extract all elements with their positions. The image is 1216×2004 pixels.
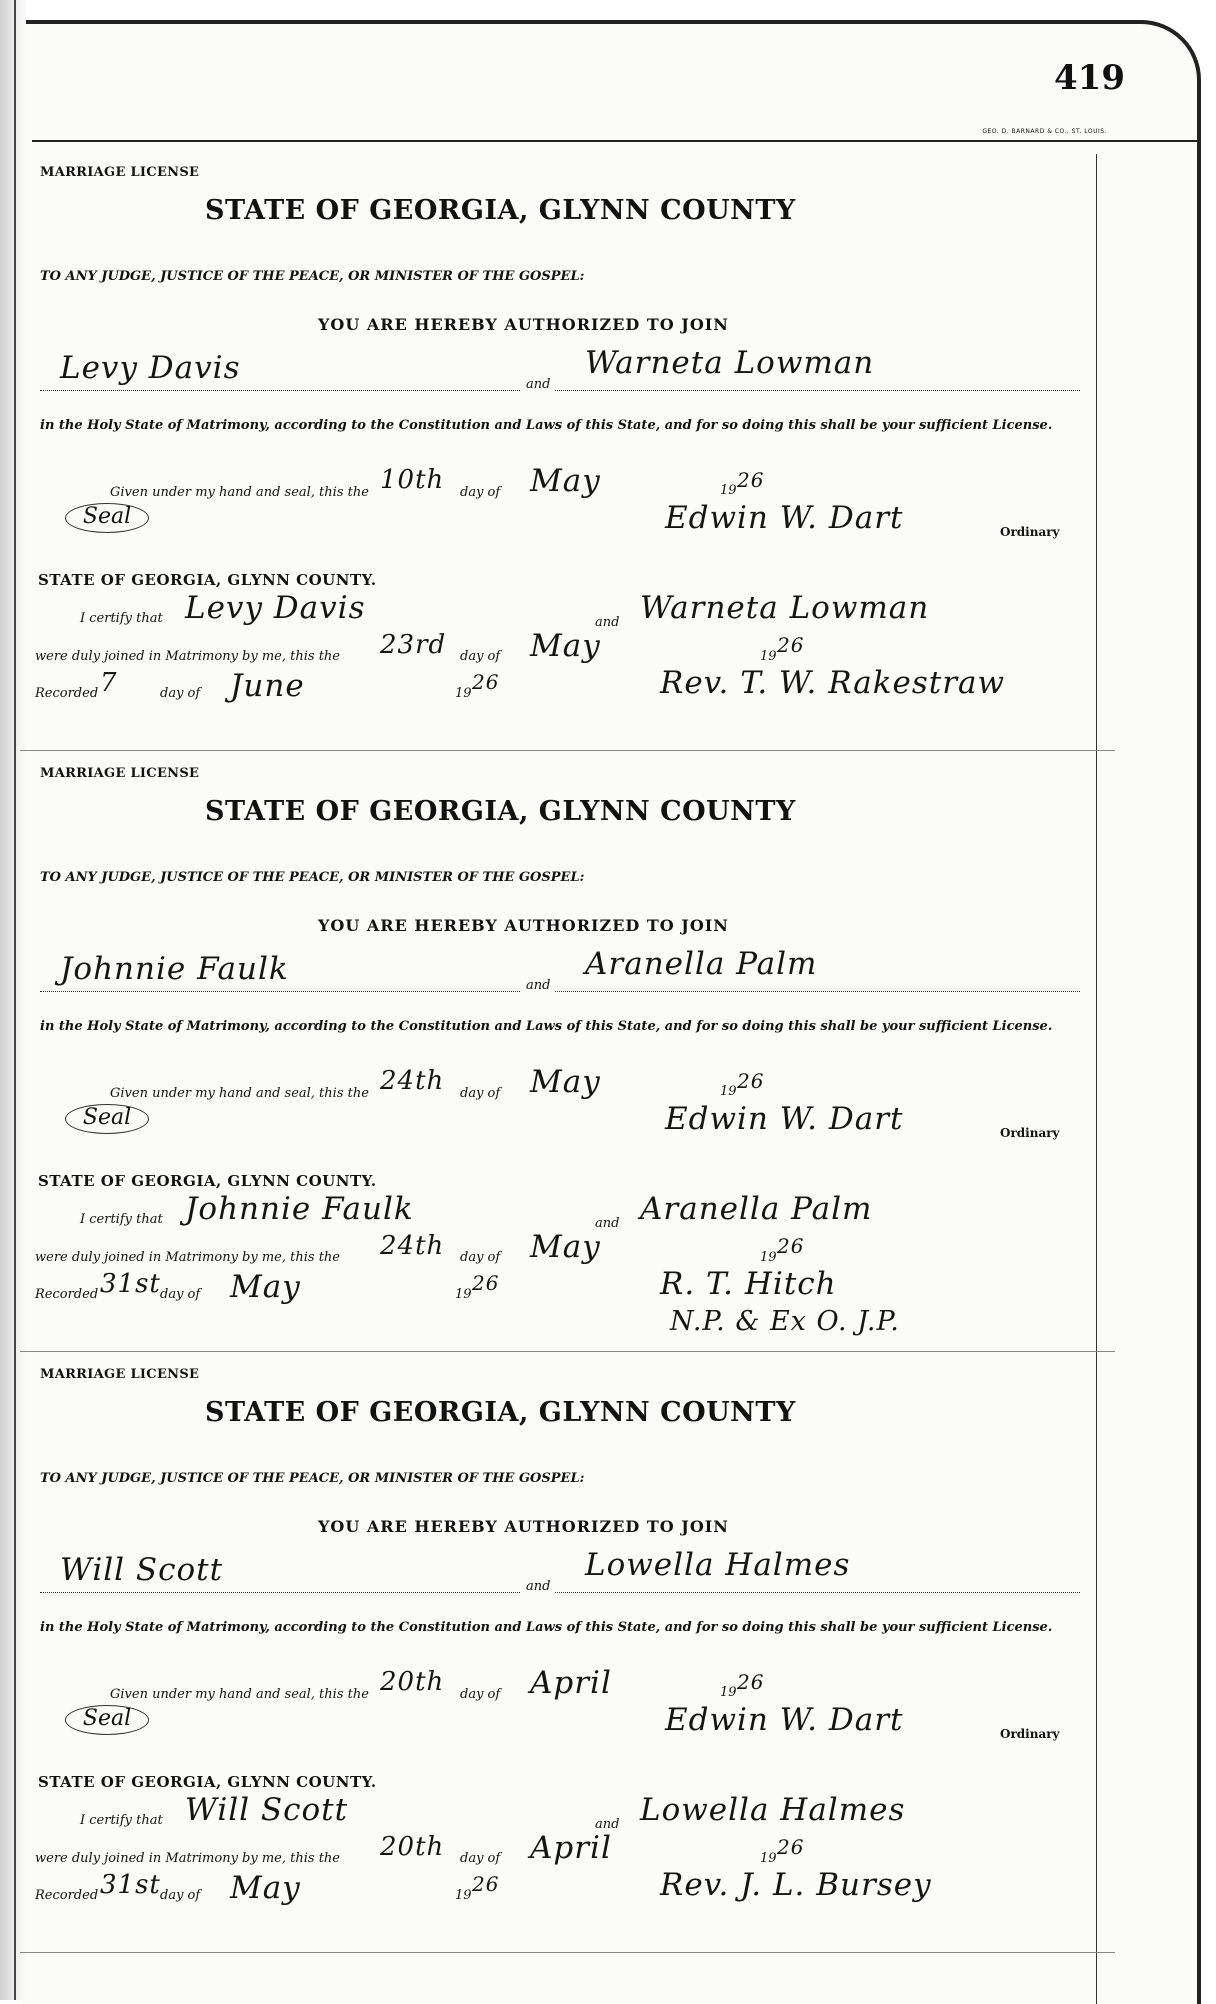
bride-line — [555, 390, 1080, 391]
recorded-day: 7 — [100, 668, 118, 698]
recorded-year: 26 — [472, 1872, 500, 1896]
married-day: 23rd — [380, 630, 447, 660]
marriage-license-3 — [35, 1367, 1090, 1963]
authorized-line: YOU ARE HEREBY AUTHORIZED TO JOIN — [318, 1517, 729, 1536]
day-of-label: day of — [460, 485, 501, 500]
recorded-month: May — [230, 1269, 301, 1305]
married-year-prefix: 19 — [760, 649, 777, 664]
recorded-day: 31st — [100, 1870, 161, 1900]
married-month: April — [530, 1830, 612, 1866]
day-of-label: day of — [460, 1687, 501, 1702]
cert-and-label: and — [595, 1817, 620, 1832]
recorded-day-of-label: day of — [160, 686, 201, 701]
married-day: 24th — [380, 1231, 445, 1261]
license-heading: MARRIAGE LICENSE — [40, 165, 200, 180]
recorded-day-of-label: day of — [160, 1888, 201, 1903]
issue-day: 10th — [380, 465, 445, 495]
seal-mark — [65, 1104, 149, 1134]
year-prefix: 19 — [720, 1685, 737, 1700]
given-under-label: Given under my hand and seal, this the — [110, 485, 369, 500]
cert-groom: Levy Davis — [185, 590, 366, 626]
groom-name: Levy Davis — [60, 350, 241, 386]
recorded-year-prefix: 19 — [455, 1287, 472, 1302]
marriage-license-2 — [35, 766, 1090, 1362]
spine-line — [14, 0, 16, 2000]
issue-month: April — [530, 1665, 612, 1701]
cert-bride: Warneta Lowman — [640, 590, 930, 626]
ordinary-label: Ordinary — [1000, 525, 1060, 539]
cert-groom: Johnnie Faulk — [185, 1191, 414, 1227]
recorded-label: Recorded — [35, 1888, 99, 1903]
and-label: and — [526, 377, 551, 392]
section-rule — [20, 750, 1115, 751]
certify-that-label: I certify that — [80, 611, 163, 626]
married-month: May — [530, 628, 601, 664]
address-line: TO ANY JUDGE, JUSTICE OF THE PEACE, OR MINISTER OF THE GOSPEL: — [40, 269, 585, 284]
recorded-label: Recorded — [35, 1287, 99, 1302]
recorded-month: June — [230, 668, 305, 704]
license-heading: MARRIAGE LICENSE — [40, 766, 200, 781]
married-year-prefix: 19 — [760, 1250, 777, 1265]
officiant-signature: R. T. Hitch — [660, 1266, 837, 1302]
groom-line — [40, 390, 520, 391]
certify-that-label: I certify that — [80, 1212, 163, 1227]
married-year: 26 — [777, 1234, 805, 1258]
matrimony-text: in the Holy State of Matrimony, according to the Constitution and Laws of this State, and for so doing this shall be your sufficient License. — [40, 418, 1053, 433]
ordinary-label: Ordinary — [1000, 1727, 1060, 1741]
cert-bride: Lowella Halmes — [640, 1792, 906, 1828]
seal-mark — [65, 503, 149, 533]
duly-joined-label: were duly joined in Matrimony by me, this the — [35, 1851, 340, 1866]
address-line: TO ANY JUDGE, JUSTICE OF THE PEACE, OR MINISTER OF THE GOSPEL: — [40, 1471, 585, 1486]
cert-and-label: and — [595, 1216, 620, 1231]
page-number: 419 — [1054, 58, 1125, 98]
given-under-label: Given under my hand and seal, this the — [110, 1687, 369, 1702]
seal-mark — [65, 1705, 149, 1735]
duly-joined-label: were duly joined in Matrimony by me, this the — [35, 649, 340, 664]
officiant-signature: Rev. J. L. Bursey — [660, 1867, 932, 1903]
married-year-prefix: 19 — [760, 1851, 777, 1866]
matrimony-text: in the Holy State of Matrimony, according to the Constitution and Laws of this State, and for so doing this shall be your sufficient License. — [40, 1620, 1053, 1635]
top-rule — [32, 140, 1197, 142]
state-title: STATE OF GEORGIA, GLYNN COUNTY — [205, 796, 796, 827]
ordinary-signature: Edwin W. Dart — [665, 1101, 904, 1137]
married-year: 26 — [777, 633, 805, 657]
married-day-of-label: day of — [460, 649, 501, 664]
ordinary-signature: Edwin W. Dart — [665, 500, 904, 536]
married-day-of-label: day of — [460, 1250, 501, 1265]
issue-month: May — [530, 463, 601, 499]
issue-month: May — [530, 1064, 601, 1100]
section-rule — [20, 1351, 1115, 1352]
certify-state: STATE OF GEORGIA, GLYNN COUNTY. — [38, 1773, 377, 1791]
bride-name: Lowella Halmes — [585, 1547, 851, 1583]
year-prefix: 19 — [720, 483, 737, 498]
recorded-label: Recorded — [35, 686, 99, 701]
license-heading: MARRIAGE LICENSE — [40, 1367, 200, 1382]
certify-state: STATE OF GEORGIA, GLYNN COUNTY. — [38, 571, 377, 589]
year-prefix: 19 — [720, 1084, 737, 1099]
address-line: TO ANY JUDGE, JUSTICE OF THE PEACE, OR MINISTER OF THE GOSPEL: — [40, 870, 585, 885]
duly-joined-label: were duly joined in Matrimony by me, this the — [35, 1250, 340, 1265]
officiant-title: N.P. & Ex O. J.P. — [670, 1306, 900, 1337]
and-label: and — [526, 978, 551, 993]
married-year: 26 — [777, 1835, 805, 1859]
issue-year: 26 — [737, 468, 765, 492]
printer-imprint: GEO. D. BARNARD & CO., ST. LOUIS. — [982, 128, 1107, 135]
groom-line — [40, 991, 520, 992]
married-month: May — [530, 1229, 601, 1265]
issue-day: 20th — [380, 1667, 445, 1697]
bride-name: Aranella Palm — [585, 946, 818, 982]
certify-state: STATE OF GEORGIA, GLYNN COUNTY. — [38, 1172, 377, 1190]
bride-name: Warneta Lowman — [585, 345, 875, 381]
cert-bride: Aranella Palm — [640, 1191, 873, 1227]
issue-year: 26 — [737, 1069, 765, 1093]
authorized-line: YOU ARE HEREBY AUTHORIZED TO JOIN — [318, 315, 729, 334]
recorded-day: 31st — [100, 1269, 161, 1299]
given-under-label: Given under my hand and seal, this the — [110, 1086, 369, 1101]
certify-that-label: I certify that — [80, 1813, 163, 1828]
marriage-license-1 — [35, 165, 1090, 761]
day-of-label: day of — [460, 1086, 501, 1101]
seal-text: Seal — [82, 1105, 132, 1130]
seal-text: Seal — [82, 504, 132, 529]
ordinary-label: Ordinary — [1000, 1126, 1060, 1140]
recorded-day-of-label: day of — [160, 1287, 201, 1302]
recorded-month: May — [230, 1870, 301, 1906]
groom-name: Will Scott — [60, 1552, 224, 1588]
margin-rule — [1096, 154, 1097, 2004]
seal-text: Seal — [82, 1706, 132, 1731]
and-label: and — [526, 1579, 551, 1594]
issue-day: 24th — [380, 1066, 445, 1096]
matrimony-text: in the Holy State of Matrimony, according to the Constitution and Laws of this State, and for so doing this shall be your sufficient License. — [40, 1019, 1053, 1034]
bride-line — [555, 1592, 1080, 1593]
recorded-year-prefix: 19 — [455, 686, 472, 701]
cert-groom: Will Scott — [185, 1792, 349, 1828]
issue-year: 26 — [737, 1670, 765, 1694]
married-day-of-label: day of — [460, 1851, 501, 1866]
state-title: STATE OF GEORGIA, GLYNN COUNTY — [205, 195, 796, 226]
recorded-year-prefix: 19 — [455, 1888, 472, 1903]
recorded-year: 26 — [472, 1271, 500, 1295]
state-title: STATE OF GEORGIA, GLYNN COUNTY — [205, 1397, 796, 1428]
groom-line — [40, 1592, 520, 1593]
recorded-year: 26 — [472, 670, 500, 694]
authorized-line: YOU ARE HEREBY AUTHORIZED TO JOIN — [318, 916, 729, 935]
officiant-signature: Rev. T. W. Rakestraw — [660, 665, 1006, 701]
cert-and-label: and — [595, 615, 620, 630]
married-day: 20th — [380, 1832, 445, 1862]
book-binding — [0, 0, 26, 2000]
section-rule — [20, 1952, 1115, 1953]
bride-line — [555, 991, 1080, 992]
ordinary-signature: Edwin W. Dart — [665, 1702, 904, 1738]
groom-name: Johnnie Faulk — [60, 951, 289, 987]
